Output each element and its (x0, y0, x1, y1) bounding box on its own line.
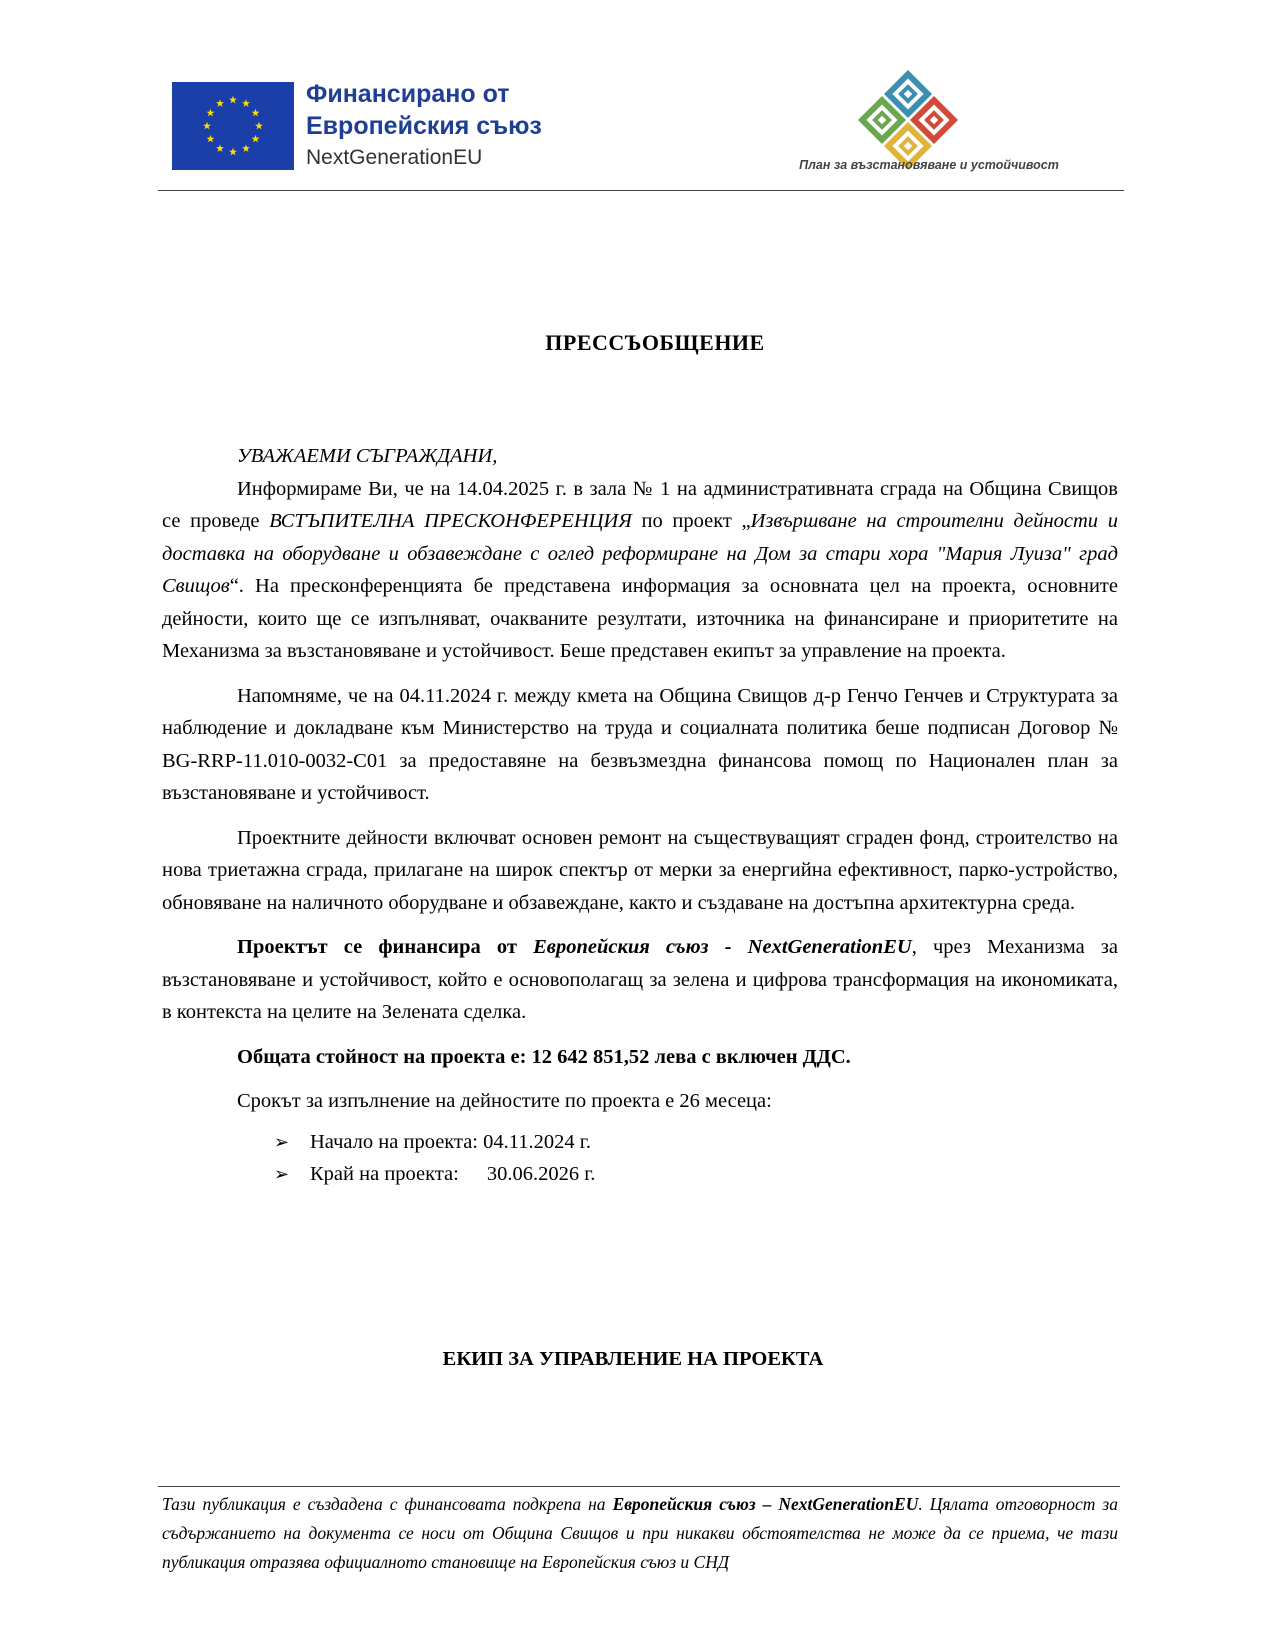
eu-funded-by: Финансирано от (306, 80, 510, 108)
paragraph-activities: Проектните дейности включват основен ремонт на съществуващият сграден фонд, строителство на нова триетажна сграда, прилагане на широк спектър от мерки за енергийна ефективност, парко-устройство, обновяване на наличното оборудване и обзавеждане, както и създаване на достъпна архитектурна среда. (162, 826, 1118, 914)
p4-eu-name: Европейския съюз - NextGenerationEU (533, 936, 912, 958)
eu-star-icon (229, 148, 237, 156)
recovery-plan-caption: План за възстановяване и устойчивост (799, 158, 1059, 172)
end-date: 30.06.2026 г. (486, 1163, 596, 1185)
paragraph-contract: Напомняме, че на 04.11.2024 г. между кмета на Община Свищов д-р Генчо Генчев и Структурата за наблюдение и докладване към Министерство на труда и социалната политика беше подписан Договор № BG-RRP-11.010-0032-C01 за предоставяне на безвъзмездна финансова помощ по Национален план за възстановяване и устойчивост. (162, 684, 1118, 804)
list-item-end (274, 1158, 1118, 1191)
eu-star-icon (216, 99, 224, 107)
eu-star-icon (206, 135, 214, 143)
paragraph-duration: Срокът за изпълнение на дейностите по проекта е 26 месеца: (237, 1090, 772, 1112)
arrow-bullet-icon: ➢ (274, 1164, 290, 1184)
page-header (158, 70, 1124, 190)
p4-text-2: , чрез Механизма за възстановяване и устойчивост, който е основополагащ за зелена и цифрова трансформация на икономиката, в контекста на целите на Зелената сделка. (162, 936, 1119, 1023)
footer-eu-name: Европейския съюз – NextGenerationEU (612, 1494, 919, 1514)
eu-star-icon (216, 144, 224, 152)
start-date: 04.11.2024 г. (483, 1130, 591, 1153)
end-label: Край на проекта: (310, 1163, 459, 1185)
p1-project-name: Извършване на строителни дейности и доставка на оборудване и обзавеждане с оглед реформиране на Дом за стари хора "Мария Луиза" град Свищов (162, 510, 1118, 597)
p1-text-2: по проект „ (631, 510, 751, 532)
eu-star-icon (206, 109, 214, 117)
team-signature: ЕКИП ЗА УПРАВЛЕНИЕ НА ПРОЕКТА (442, 1348, 824, 1370)
p1-event-name: ВСТЪПИТЕЛНА ПРЕСКОНФЕРЕНЦИЯ (269, 510, 632, 532)
p1-text-3: “. На пресконференцията бе представена информация за основната цел на проекта, основните дейности, които ще се изпълняват, очакваните резултати, източника на финансиране и приоритетите на Механизма за възстановяване и устойчивост. Беше представен екипът за управление на проекта. (162, 575, 1118, 662)
page-title: ПРЕССЪОБЩЕНИЕ (545, 330, 765, 355)
eu-flag-logo (172, 82, 294, 170)
start-label: Начало на проекта: (310, 1130, 478, 1153)
eu-stars-icon (172, 82, 294, 170)
eu-star-icon (203, 122, 211, 130)
press-release-body (162, 440, 1118, 1191)
project-dates-list (162, 1126, 1118, 1191)
recovery-plan-logo (838, 70, 978, 170)
p1-text-1: Информираме Ви, че на 14.04.2025 г. в зала № 1 на административната сграда на Община Свищов се проведе (162, 477, 1118, 532)
arrow-bullet-icon: ➢ (274, 1131, 290, 1152)
disclaimer-footer (162, 1490, 1118, 1577)
paragraph-financing (162, 931, 1118, 1029)
list-item-start (274, 1126, 1118, 1159)
eu-star-icon (242, 99, 250, 107)
paragraph-total-value: Общата стойност на проекта е: 12 642 851,52 лева с включен ДДС. (237, 1045, 851, 1068)
footer-divider (158, 1486, 1120, 1487)
salutation: УВАЖАЕМИ СЪГРАЖДАНИ, (237, 445, 498, 467)
eu-star-icon (255, 122, 263, 130)
header-divider (158, 190, 1124, 191)
footer-text-1: Тази публикация е създадена с финансовата подкрепа на (162, 1494, 613, 1514)
eu-star-icon (242, 144, 250, 152)
next-generation-eu: NextGenerationEU (306, 146, 483, 169)
eu-star-icon (229, 96, 237, 104)
footer-text-2: . Цялата отговорност за съдържанието на документа се носи от Община Свищов и при никакви обстоятелства не може да се приема, че тази публикация отразява официалното становище на Европейския съюз и СНД (162, 1494, 1118, 1572)
eu-star-icon (252, 135, 260, 143)
paragraph-announcement (162, 473, 1118, 668)
eu-union: Европейския съюз (306, 112, 542, 140)
p4-text-1: Проектът се финансира от (237, 936, 534, 958)
eu-funding-label (306, 78, 542, 174)
eu-star-icon (252, 109, 260, 117)
